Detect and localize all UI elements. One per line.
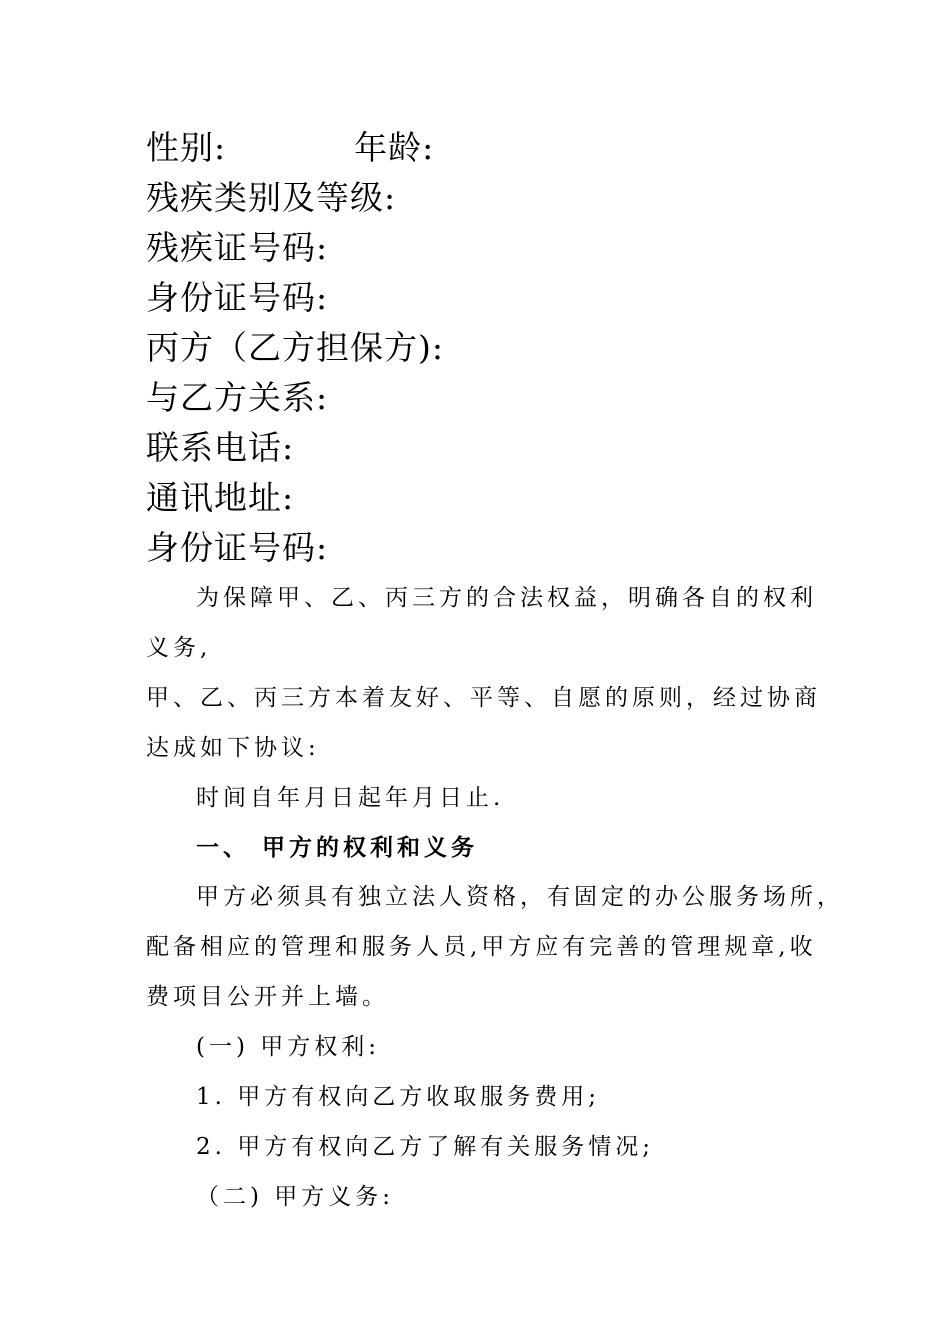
id-number-label-party-c: 身份证号码:: [146, 528, 329, 567]
section-1-para-line-3: 费项目公开并上墙。: [146, 984, 389, 1010]
disability-type-label: 残疾类别及等级:: [146, 178, 397, 217]
intro-line-4: 达成如下协议:: [146, 735, 320, 761]
rights-heading: (一) 甲方权利:: [196, 1034, 381, 1060]
party-c-label: 丙方（乙方担保方):: [146, 328, 444, 367]
intro-line-2: 义务,: [146, 635, 212, 661]
phone-label: 联系电话:: [146, 428, 295, 467]
section-1-para-line-2: 配备相应的管理和服务人员,甲方应有完善的管理规章,收: [146, 934, 817, 960]
age-label: 年龄:: [354, 128, 435, 167]
address-label: 通讯地址:: [146, 478, 295, 517]
right-item-1: 1. 甲方有权向乙方收取服务费用;: [196, 1084, 601, 1110]
section-1-heading: 一、 甲方的权利和义务: [196, 834, 479, 861]
duties-heading: （二) 甲方义务:: [196, 1184, 395, 1210]
relation-label: 与乙方关系:: [146, 378, 329, 417]
disability-cert-label: 残疾证号码:: [146, 228, 329, 267]
gender-label: 性别:: [146, 128, 227, 167]
id-number-label-party-b: 身份证号码:: [146, 278, 329, 317]
right-item-2: 2. 甲方有权向乙方了解有关服务情况;: [196, 1134, 655, 1160]
term-line: 时间自年月日起年月日止.: [196, 785, 505, 811]
intro-line-1: 为保障甲、乙、丙三方的合法权益，明确各自的权利: [196, 585, 817, 611]
intro-line-3: 甲、乙、丙三方本着友好、平等、自愿的原则，经过协商: [146, 685, 821, 711]
gender-age-row: [146, 128, 435, 167]
section-1-para-line-1: 甲方必须具有独立法人资格，有固定的办公服务场所，: [196, 884, 844, 910]
